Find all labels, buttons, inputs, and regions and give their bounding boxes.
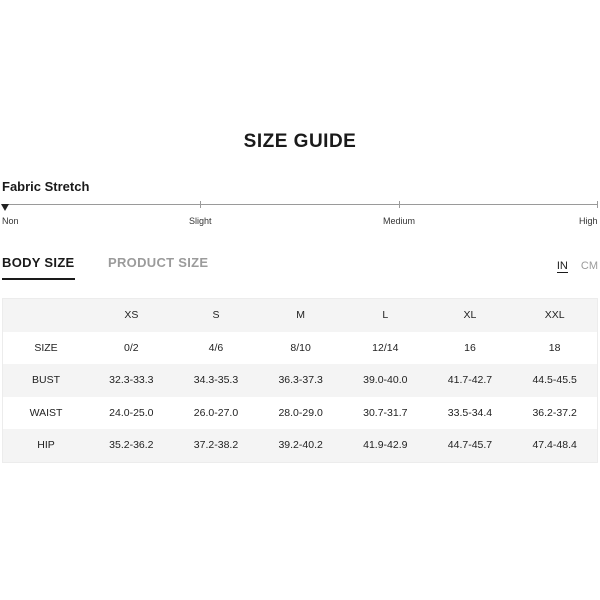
table-row	[3, 364, 597, 397]
table-cell: 34.3-35.3	[174, 364, 259, 397]
unit-in[interactable]: IN	[556, 260, 568, 272]
table-cell: 4/6	[208, 341, 224, 354]
tab-body-size[interactable]: BODY SIZE	[2, 255, 75, 280]
table-cell: 41.7-42.7	[428, 364, 513, 397]
table-header-row	[3, 299, 597, 332]
table-cell: 16	[464, 341, 476, 354]
table-cell: 47.4-48.4	[512, 429, 597, 462]
stretch-tick-slight	[200, 201, 201, 208]
table-cell: 28.0-29.0	[278, 406, 323, 419]
table-row	[3, 332, 597, 365]
stretch-level-medium: Medium	[383, 216, 416, 226]
table-row	[3, 429, 597, 462]
stretch-level-non: Non	[2, 216, 19, 226]
table-cell: 35.2-36.2	[89, 429, 174, 462]
table-header-cell: XL	[428, 299, 513, 332]
table-cell: 37.2-38.2	[174, 429, 259, 462]
table-header-cell: L	[343, 299, 428, 332]
size-table	[2, 298, 598, 463]
fabric-stretch-label: Fabric Stretch	[2, 179, 90, 194]
table-header-cell: XS	[89, 299, 174, 332]
table-cell: 41.9-42.9	[343, 429, 428, 462]
table-cell: 36.2-37.2	[532, 406, 577, 419]
table-cell: 44.5-45.5	[512, 364, 597, 397]
table-header-cell: S	[174, 299, 259, 332]
table-cell: 12/14	[372, 341, 399, 354]
table-cell: 32.3-33.3	[89, 364, 174, 397]
table-cell: 0/2	[124, 341, 139, 354]
page-title: SIZE GUIDE	[243, 131, 357, 152]
table-cell: 30.7-31.7	[363, 406, 408, 419]
unit-cm[interactable]: CM	[580, 260, 598, 272]
table-cell: 26.0-27.0	[193, 406, 239, 419]
row-label: BUST	[3, 364, 89, 397]
table-cell: 33.5-34.4	[447, 406, 493, 419]
stretch-level-high: High	[579, 216, 598, 226]
table-header-cell	[3, 299, 89, 332]
stretch-tick-medium	[399, 201, 400, 208]
table-cell: 18	[548, 341, 561, 354]
tab-product-size[interactable]: PRODUCT SIZE	[108, 255, 209, 270]
stretch-level-slight: Slight	[189, 216, 212, 226]
table-cell: 44.7-45.7	[428, 429, 513, 462]
row-label: SIZE	[34, 341, 58, 354]
table-cell: 39.0-40.0	[343, 364, 428, 397]
table-cell: 36.3-37.3	[258, 364, 343, 397]
row-label: HIP	[3, 429, 89, 462]
table-cell: 8/10	[290, 341, 311, 354]
row-label: WAIST	[29, 406, 63, 419]
table-header-cell: XXL	[512, 299, 597, 332]
stretch-marker-icon	[1, 204, 9, 211]
unit-toggle	[547, 260, 598, 273]
table-header-cell: M	[258, 299, 343, 332]
fabric-stretch-track	[2, 204, 598, 205]
table-cell: 39.2-40.2	[258, 429, 343, 462]
table-cell: 24.0-25.0	[109, 406, 154, 419]
stretch-tick-high	[597, 201, 598, 208]
table-row	[3, 397, 597, 430]
